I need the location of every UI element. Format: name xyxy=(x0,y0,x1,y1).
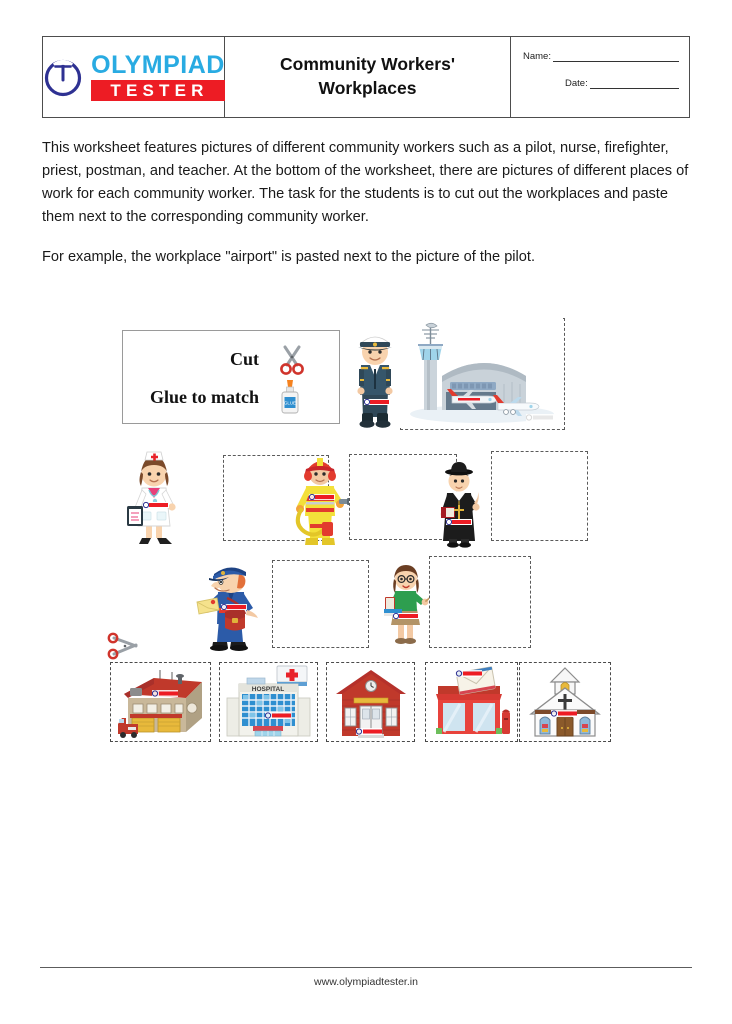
date-label: Date: xyxy=(565,78,588,89)
glue-instruction-row xyxy=(133,378,329,416)
cutout-card-school[interactable] xyxy=(326,662,415,742)
fire-station-illustration xyxy=(114,666,207,738)
cutout-card-church[interactable] xyxy=(519,662,611,742)
airport-illustration xyxy=(400,318,563,428)
answer-box-postman[interactable] xyxy=(272,560,369,648)
cutout-card-post-office[interactable] xyxy=(425,662,518,742)
cutout-card-hospital[interactable] xyxy=(219,662,318,742)
answer-box-teacher[interactable] xyxy=(429,556,531,648)
glue-bottle-icon xyxy=(275,378,329,416)
page-title: Community Workers' Workplaces xyxy=(280,54,455,98)
worker-figure-nurse xyxy=(124,448,184,548)
cut-instruction-row xyxy=(133,340,329,378)
cut-glue-instruction-box xyxy=(122,330,340,424)
footer-url: www.olympiadtester.in xyxy=(314,976,418,988)
hospital-illustration xyxy=(223,664,314,738)
school-illustration xyxy=(334,668,408,738)
scissors-icon xyxy=(275,342,329,376)
worker-figure-priest xyxy=(433,457,485,549)
worker-figure-firefighter xyxy=(289,450,351,548)
glue-label: Glue to match xyxy=(150,386,259,407)
post-office-illustration xyxy=(430,666,514,738)
cutout-card-fire-station[interactable] xyxy=(110,662,211,742)
name-label: Name: xyxy=(523,51,551,62)
cut-line-scissors-icon xyxy=(108,633,142,663)
church-illustration xyxy=(525,666,605,738)
answer-box-priest[interactable] xyxy=(491,451,588,541)
worker-figure-postman xyxy=(195,558,267,654)
worker-figure-pilot xyxy=(348,325,402,433)
intro-paragraph-1: This worksheet features pictures of different community workers such as a pilot, nurse, firefighter, priest, postman, and teacher. At the bottom of the worksheet, there are pictures of different places of work for each community worker. The task for the students is to cut out the workplaces and paste them next to the corresponding community worker. xyxy=(42,140,689,226)
footer-divider xyxy=(40,967,692,968)
intro-paragraph-2: For example, the workplace "airport" is pasted next to the picture of the pilot. xyxy=(42,249,536,266)
hospital-sign-label: HOSPITAL xyxy=(251,686,285,693)
cut-label: Cut xyxy=(229,348,259,369)
logo-brand-top: OLYMPIAD xyxy=(91,51,225,79)
svg-text:GLUE: GLUE xyxy=(284,400,296,406)
logo-brand-bottom: TESTER xyxy=(91,80,225,101)
answer-box-pilot[interactable] xyxy=(400,318,565,430)
